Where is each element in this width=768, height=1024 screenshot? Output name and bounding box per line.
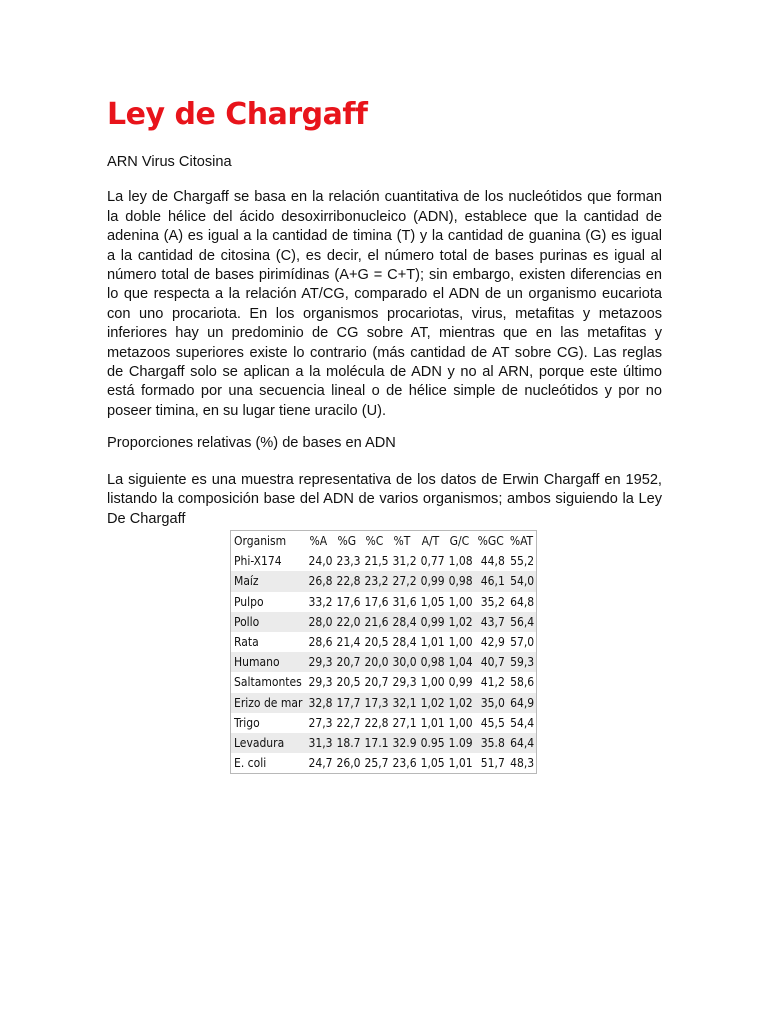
value-cell: 43,7 [480,614,505,629]
value-cell: 1,05 [420,594,445,609]
organism-cell: Rata [234,635,259,650]
value-cell: 26,0 [336,756,361,771]
value-cell: 1,05 [420,756,445,771]
value-cell: 21,6 [364,614,389,629]
value-cell: 0.95 [420,735,445,750]
value-cell: 29,3 [392,675,417,690]
value-cell: 35,0 [480,695,505,710]
value-cell: 20,0 [364,655,389,670]
value-cell: 44,8 [480,554,505,569]
table-row [231,571,537,591]
value-cell: 1,00 [420,675,445,690]
table-body [231,551,537,774]
value-cell: 1.09 [448,735,473,750]
value-cell: 51,7 [480,756,505,771]
value-cell: 26,8 [308,574,333,589]
col-header: Organism [234,534,287,549]
value-cell: 45,5 [480,715,505,730]
value-cell: 31,2 [392,554,417,569]
value-cell: 32.9 [392,735,417,750]
organism-cell: Levadura [234,735,285,750]
section-label: Proporciones relativas (%) de bases en ADN [107,435,396,452]
value-cell: 24,7 [308,756,333,771]
value-cell: 54,4 [510,715,535,730]
table-row [231,713,537,733]
value-cell: 17,6 [336,594,361,609]
organism-cell: E. coli [234,756,267,771]
col-header: A/T [421,534,440,549]
value-cell: 40,7 [480,655,505,670]
value-cell: 55,2 [510,554,535,569]
page-title: Ley de Chargaff [107,97,368,132]
value-cell: 1,01 [448,756,473,771]
value-cell: 64,4 [510,735,535,750]
value-cell: 28,6 [308,635,333,650]
value-cell: 33,2 [308,594,333,609]
table-row [231,612,537,632]
value-cell: 30,0 [392,655,417,670]
organism-cell: Trigo [234,715,260,730]
value-cell: 41,2 [480,675,505,690]
value-cell: 27,2 [392,574,417,589]
table-row [231,672,537,692]
organism-cell: Pollo [234,614,260,629]
value-cell: 1,02 [448,614,473,629]
value-cell: 23,6 [392,756,417,771]
body-paragraph: La ley de Chargaff se basa en la relación cuantitativa de los nucleótidos que forman la doble hélice del ácido desoxirribonucleico (ADN), establece que la cantidad de adenina (A) es igual a la cantidad de timina (T) y la cantidad de guanina (G) es igual a la cantidad de citosina (C), es decir, el número total de bases purinas es igual al número total de bases pirimídinas (A+G = C+T); sin embargo, existen diferencias en lo que respecta a la relación AT/CG, comparado el ADN de un organismo eucariota con uno procariota. En los organismos procariotas, virus, metafitas y metazoos inferiores hay un predominio de CG sobre AT, mientras que en las metafitas y metazoos superiores existe lo contrario (más cantidad de AT sobre CG). Las reglas de Chargaff solo se aplican a la molécula de ADN y no al ARN, porque este último está formado por una secuencia lineal o de hélice simple de nucleótidos y por no poseer timina, en su lugar tiene uracilo (U). [107,189,662,419]
table-row [231,551,537,571]
value-cell: 0,99 [420,574,445,589]
value-cell: 64,8 [510,594,535,609]
table-row [231,693,537,713]
value-cell: 0,99 [420,614,445,629]
value-cell: 35.8 [480,735,505,750]
value-cell: 21,4 [336,635,361,650]
col-header: G/C [449,534,470,549]
value-cell: 58,6 [510,675,535,690]
organism-cell: Phi-X174 [234,554,282,569]
value-cell: 0,99 [448,675,473,690]
value-cell: 17,7 [336,695,361,710]
value-cell: 1,08 [448,554,473,569]
value-cell: 21,5 [364,554,389,569]
value-cell: 32,1 [392,695,417,710]
table-row [231,652,537,672]
value-cell: 1,00 [448,715,473,730]
value-cell: 22,8 [364,715,389,730]
value-cell: 20,5 [364,635,389,650]
base-composition-table [230,530,537,774]
value-cell: 29,3 [308,655,333,670]
table-row [231,733,537,753]
organism-cell: Maíz [234,574,259,589]
document-page [107,95,662,541]
col-header: %T [393,534,411,549]
col-header: %AT [509,534,534,549]
col-header: %C [365,534,384,549]
value-cell: 35,2 [480,594,505,609]
value-cell: 42,9 [480,635,505,650]
value-cell: 56,4 [510,614,535,629]
value-cell: 20,7 [336,655,361,670]
value-cell: 23,3 [336,554,361,569]
value-cell: 22,0 [336,614,361,629]
value-cell: 18.7 [336,735,361,750]
value-cell: 28,0 [308,614,333,629]
value-cell: 28,4 [392,614,417,629]
value-cell: 0,98 [420,655,445,670]
value-cell: 20,5 [336,675,361,690]
value-cell: 17,6 [364,594,389,609]
value-cell: 22,7 [336,715,361,730]
value-cell: 17,3 [364,695,389,710]
value-cell: 24,0 [308,554,333,569]
value-cell: 0,77 [420,554,445,569]
value-cell: 27,1 [392,715,417,730]
value-cell: 28,4 [392,635,417,650]
value-cell: 64,9 [510,695,535,710]
value-cell: 1,02 [448,695,473,710]
value-cell: 57,0 [510,635,535,650]
organism-cell: Saltamontes [234,675,302,690]
value-cell: 25,7 [364,756,389,771]
table-row [231,632,537,652]
col-header: %GC [477,534,504,549]
value-cell: 46,1 [480,574,505,589]
value-cell: 1,04 [448,655,473,670]
table-row [231,592,537,612]
value-cell: 32,8 [308,695,333,710]
value-cell: 59,3 [510,655,535,670]
col-header: %A [309,534,328,549]
organism-cell: Humano [234,655,280,670]
value-cell: 1,01 [420,635,445,650]
organism-cell: Erizo de mar [234,695,303,710]
table-header-row [231,531,537,552]
value-cell: 29,3 [308,675,333,690]
col-header: %G [337,534,357,549]
value-cell: 1,00 [448,635,473,650]
intro-paragraph: La siguiente es una muestra representativa de los datos de Erwin Chargaff en 1952, listando la composición base del ADN de varios organismos; ambos siguiendo la Ley De Chargaff [107,471,662,527]
value-cell: 31,3 [308,735,333,750]
value-cell: 0,98 [448,574,473,589]
organism-cell: Pulpo [234,594,264,609]
value-cell: 1,02 [420,695,445,710]
subtitle: ARN Virus Citosina [107,154,232,170]
value-cell: 1,00 [448,594,473,609]
value-cell: 22,8 [336,574,361,589]
value-cell: 17.1 [364,735,389,750]
value-cell: 20,7 [364,675,389,690]
value-cell: 31,6 [392,594,417,609]
value-cell: 1,01 [420,715,445,730]
table-row [231,753,537,774]
value-cell: 23,2 [364,574,389,589]
value-cell: 48,3 [510,756,535,771]
value-cell: 27,3 [308,715,333,730]
value-cell: 54,0 [510,574,535,589]
